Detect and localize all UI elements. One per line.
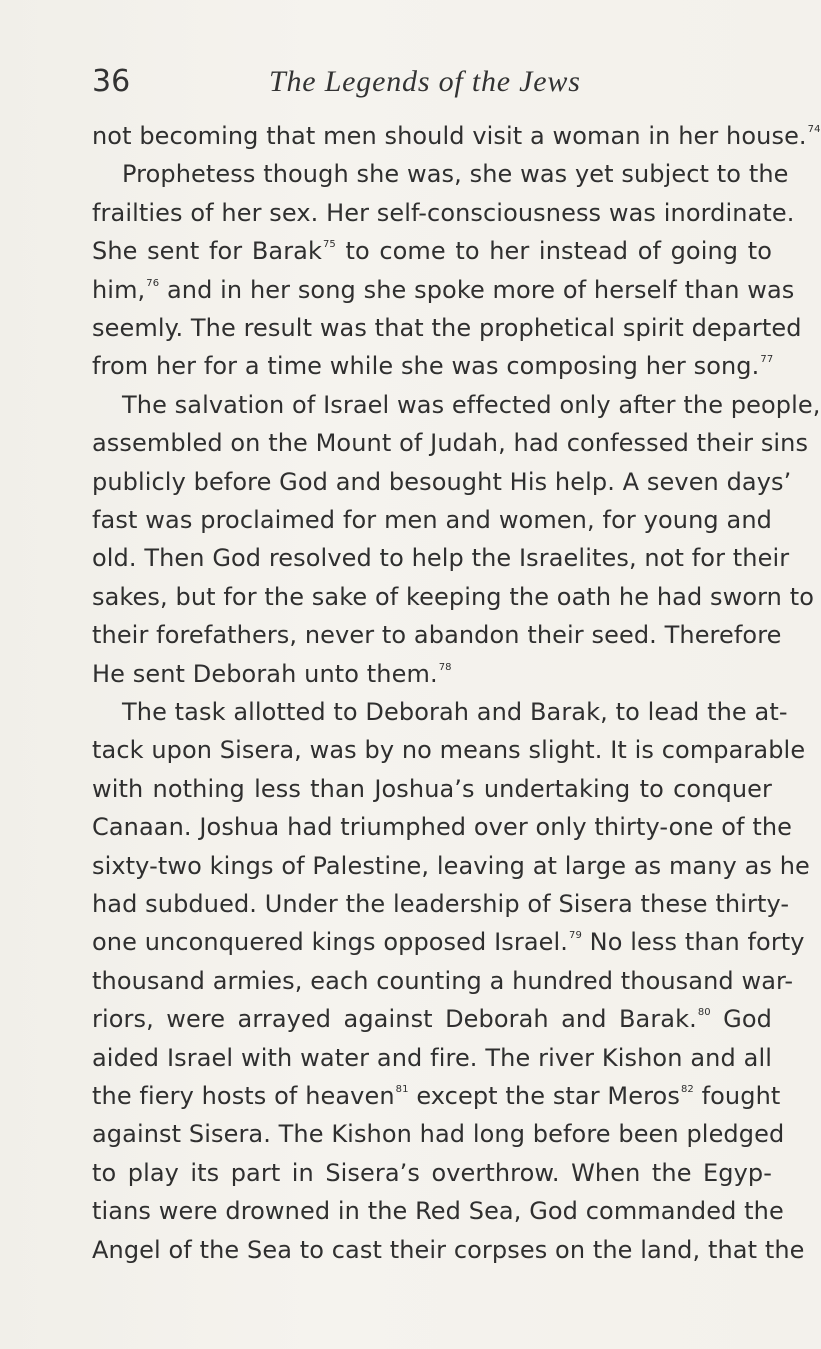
text-line: fast was proclaimed for men and women, for young and	[92, 506, 772, 534]
text-line: their forefathers, never to abandon their seed. Therefore	[92, 621, 782, 650]
text-line: not becoming that men should visit a woman in her house.$^{74}$	[92, 122, 821, 150]
text-line: the fiery hosts of heaven$^{81}$ except the star Meros$^{82}$ fought	[92, 1082, 781, 1110]
text-line: assembled on the Mount of Judah, had confessed their sins	[92, 429, 809, 458]
text-line: Prophetess though she was, she was yet subject to the	[122, 160, 789, 189]
text-line: sixty-two kings of Palestine, leaving at large as many as he	[92, 851, 810, 880]
text-line: Canaan. Joshua had triumphed over only thirty-one of the	[92, 813, 793, 842]
text-line: one unconquered kings opposed Israel.$^{79}$ No less than forty	[92, 928, 805, 957]
text-line: against Sisera. The Kishon had long before been pledged	[92, 1120, 785, 1149]
text-line: him,$^{76}$ and in her song she spoke more of herself than was	[92, 275, 795, 304]
text-line: had subdued. Under the leadership of Sisera these thirty-	[92, 890, 790, 918]
text-line: tians were drowned in the Red Sea, God commanded the	[92, 1197, 784, 1226]
running-head: The Legends of the Jews	[269, 65, 581, 98]
text-line: The task allotted to Deborah and Barak, to lead the at-	[122, 698, 788, 726]
text-line: with nothing less than Joshua’s undertaking to conquer	[92, 774, 772, 803]
page-header	[92, 62, 708, 102]
text-line: aided Israel with water and fire. The river Kishon and all	[92, 1043, 772, 1072]
text-line: publicly before God and besought His help. A seven days’	[92, 467, 792, 496]
text-line: Angel of the Sea to cast their corpses on the land, that the	[92, 1235, 805, 1264]
text-line: from her for a time while she was composing her song.$^{77}$	[92, 352, 774, 381]
text-line: She sent for Barak$^{75}$ to come to her instead of going to	[92, 237, 772, 266]
text-line: riors, were arrayed against Deborah and Barak.$^{80}$ God	[92, 1005, 772, 1034]
text-line: old. Then God resolved to help the Israelites, not for their	[92, 544, 790, 573]
text-line: The salvation of Israel was effected only after the people,	[122, 390, 821, 419]
text-line: thousand armies, each counting a hundred thousand war-	[92, 966, 794, 995]
page-number: 36	[92, 64, 131, 99]
text-line: seemly. The result was that the prophetical spirit departed	[92, 314, 802, 342]
text-line: to play its part in Sisera’s overthrow. When the Egyp-	[92, 1158, 772, 1187]
text-line: tack upon Sisera, was by no means slight. It is comparable	[92, 736, 806, 765]
text-line: He sent Deborah unto them.$^{78}$	[92, 659, 452, 688]
text-line: sakes, but for the sake of keeping the oath he had sworn to	[92, 582, 815, 611]
text-line: frailties of her sex. Her self-consciousness was inordinate.	[92, 198, 795, 227]
